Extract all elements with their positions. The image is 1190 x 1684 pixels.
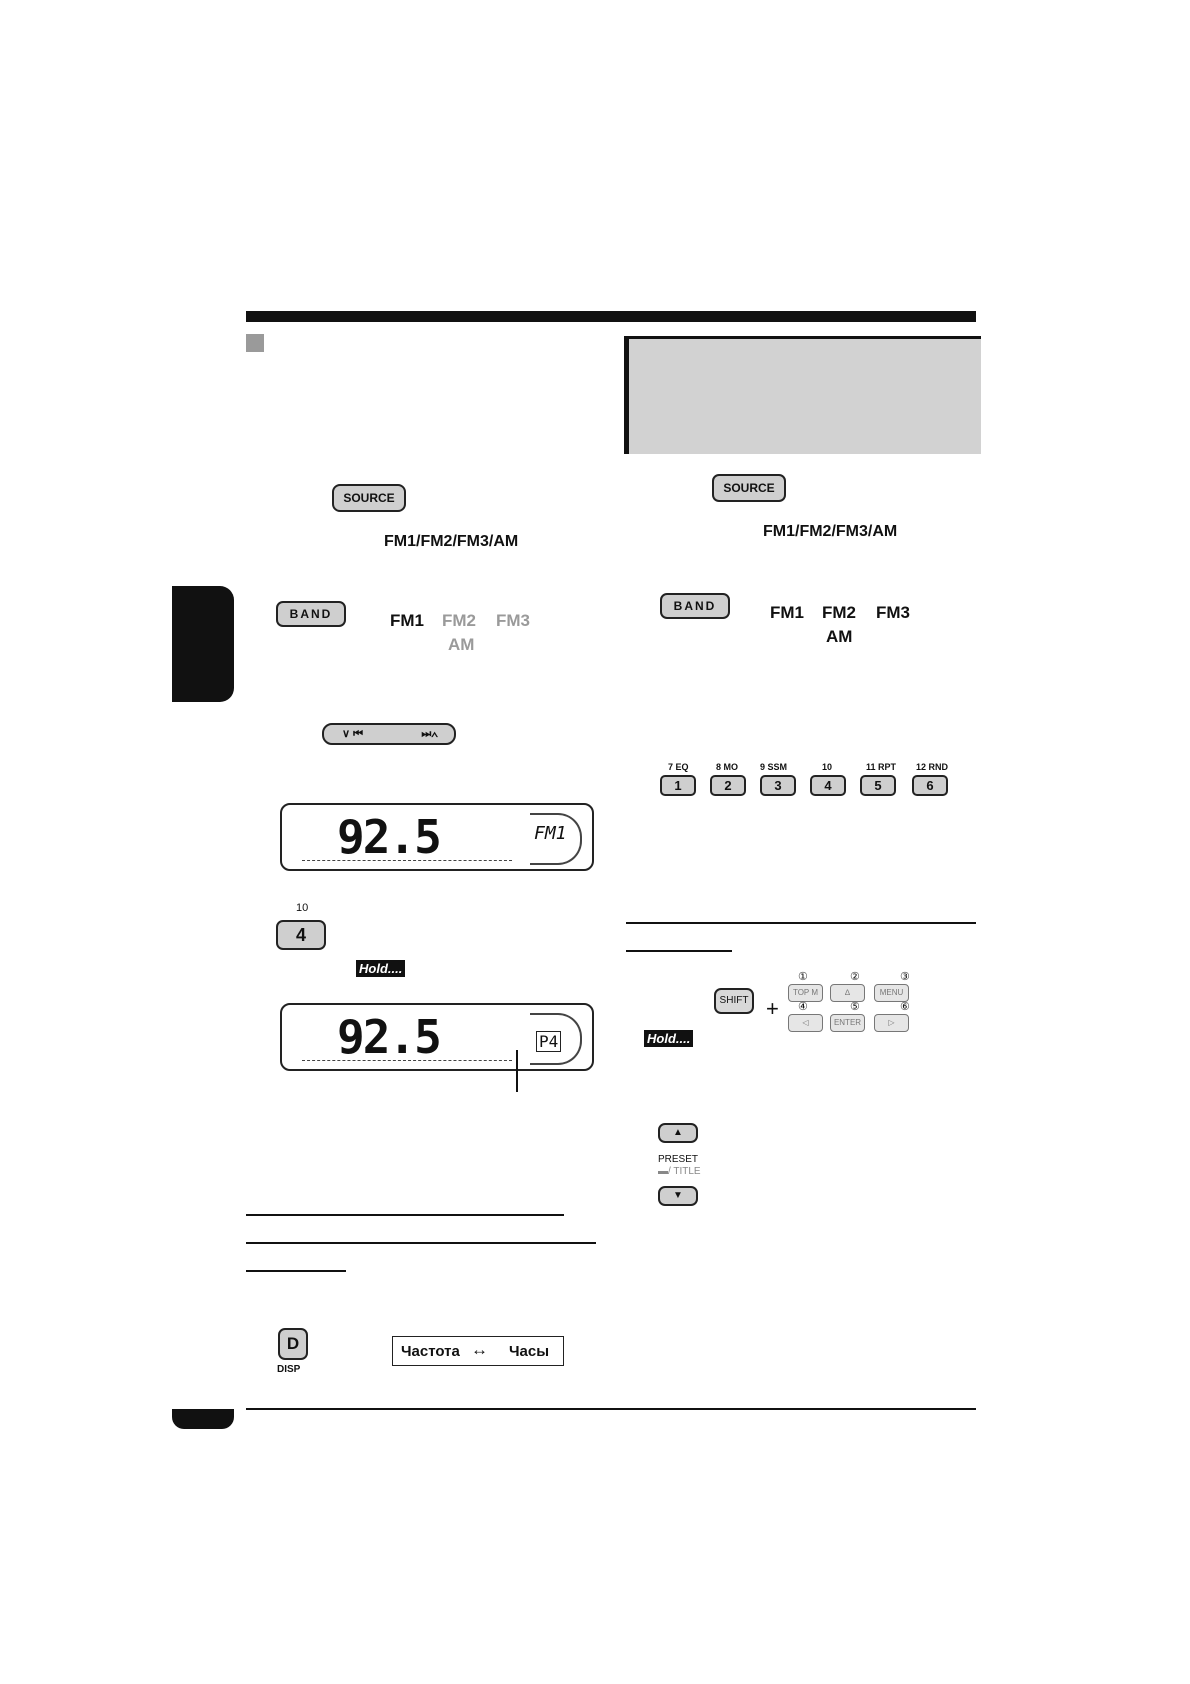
circle-1: ① — [798, 971, 808, 983]
text-underline — [246, 1214, 564, 1216]
key2-label: 8 MO — [716, 762, 739, 772]
band-fm3: FM3 — [496, 611, 530, 630]
info-box — [624, 336, 981, 454]
hold-label: Hold.... — [356, 960, 405, 977]
right-key[interactable]: ▷ — [874, 1014, 909, 1032]
disp-button[interactable]: D — [278, 1328, 308, 1360]
band-button[interactable]: BAND — [276, 601, 346, 627]
section-marker — [246, 334, 264, 352]
band-fm2: FM2 — [442, 611, 476, 630]
enter-key[interactable]: ENTER — [830, 1014, 865, 1032]
text-underline — [246, 1270, 346, 1272]
header-bar — [246, 311, 976, 322]
shift-button[interactable]: SHIFT — [714, 988, 754, 1014]
key4-label: 10 — [296, 902, 309, 914]
number-key-3[interactable]: 3 — [760, 775, 796, 796]
source-button[interactable]: SOURCE — [332, 484, 406, 512]
text-underline — [626, 950, 732, 952]
preset-label: PRESET — [658, 1154, 699, 1165]
pointer-line — [516, 1050, 518, 1092]
seek-back-icon[interactable]: ∨ ⏮ — [342, 728, 364, 740]
band-fm2: FM2 — [822, 603, 856, 622]
preset-up-button[interactable]: ▲ — [658, 1123, 698, 1143]
key4-label: 10 — [822, 762, 833, 772]
number-key-5[interactable]: 5 — [860, 775, 896, 796]
number-key-6[interactable]: 6 — [912, 775, 948, 796]
band-indicator: FM1 — [534, 823, 567, 844]
seek-forward-icon[interactable]: ⏭∧ — [421, 728, 438, 740]
lcd-display — [280, 803, 594, 871]
number-key-1[interactable]: 1 — [660, 775, 696, 796]
circle-5: ⑤ — [850, 1001, 860, 1013]
lcd-display-preset — [280, 1003, 594, 1071]
up-key[interactable]: ∆ — [830, 984, 865, 1002]
band-fm3: FM3 — [876, 603, 910, 622]
band-am: AM — [448, 635, 475, 654]
disp-label: DISP — [277, 1364, 301, 1375]
text-underline — [246, 1242, 596, 1244]
frequency-label: Частота — [401, 1343, 460, 1360]
frequency-display: 92.5 — [337, 810, 440, 864]
number-key-4[interactable]: 4 — [810, 775, 846, 796]
source-button-remote[interactable]: SOURCE — [712, 474, 786, 502]
preset-indicator: P4 — [536, 1031, 561, 1052]
frequency-display: 92.5 — [337, 1010, 440, 1064]
band-fm1: FM1 — [770, 603, 804, 622]
key1-label: 7 EQ — [668, 762, 689, 772]
side-tab — [172, 586, 234, 702]
band-cycle-text: FM1/FM2/FM3/AM — [763, 523, 898, 540]
disp-toggle-box — [392, 1336, 564, 1366]
footer-line — [246, 1408, 976, 1410]
plus-sign: + — [766, 996, 779, 1021]
key3-label: 9 SSM — [760, 762, 788, 772]
menu-key[interactable]: MENU — [874, 984, 909, 1002]
band-cycle-text: FM1/FM2/FM3/AM — [384, 533, 519, 550]
preset-down-button[interactable]: ▼ — [658, 1186, 698, 1206]
circle-2: ② — [850, 971, 860, 983]
seek-button-bar[interactable] — [322, 723, 456, 745]
preset-4-button[interactable]: 4 — [276, 920, 326, 950]
key6-label: 12 RND — [916, 762, 949, 772]
clock-label: Часы — [509, 1343, 550, 1360]
left-key[interactable]: ◁ — [788, 1014, 823, 1032]
number-key-2[interactable]: 2 — [710, 775, 746, 796]
hold-label: Hold.... — [644, 1030, 693, 1047]
circle-3: ③ — [900, 971, 910, 983]
band-button-remote[interactable]: BAND — [660, 593, 730, 619]
preset-sublabel: ▬/ TITLE — [658, 1166, 701, 1177]
text-underline — [626, 922, 976, 924]
circle-4: ④ — [798, 1001, 808, 1013]
page-number-tab — [172, 1409, 234, 1429]
band-fm1: FM1 — [390, 611, 424, 630]
key5-label: 11 RPT — [866, 762, 897, 772]
top-menu-key[interactable]: TOP M — [788, 984, 823, 1002]
circle-6: ⑥ — [900, 1001, 910, 1013]
toggle-arrow-icon: ↔ — [471, 1340, 488, 1359]
finger-icon — [796, 800, 843, 850]
band-am: AM — [826, 627, 853, 646]
